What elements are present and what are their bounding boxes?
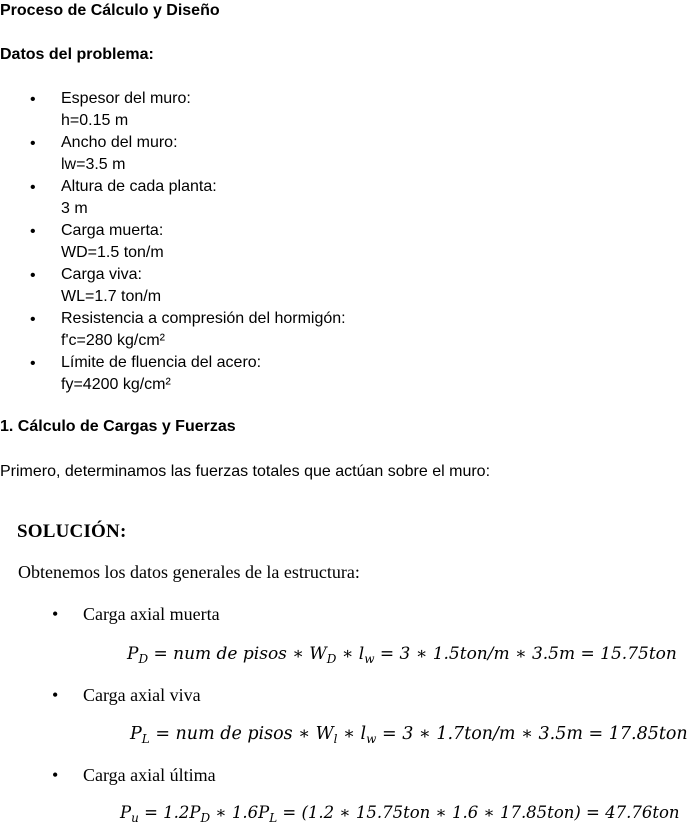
solucion-item-ultima [52, 765, 216, 786]
datos-list [0, 88, 660, 396]
eq-result: = 3 ∗ 1.7ton/m ∗ 3.5m = 17.85ton [376, 724, 688, 744]
solucion-intro: Obtenemos los datos generales de la estructura: [18, 562, 360, 582]
eq-rest-sub: D [200, 811, 211, 825]
bullet-icon: • [30, 135, 36, 152]
eq-var: P [127, 644, 139, 664]
eq-tail-sub: w [366, 732, 377, 746]
eq-sub: L [141, 732, 150, 746]
eq-result: = 3 ∗ 1.5ton/m ∗ 3.5m = 15.75ton [374, 644, 677, 664]
eq-var: P [130, 724, 142, 744]
section-heading-datos: Datos del problema: [0, 46, 154, 63]
bullet-icon: • [30, 355, 36, 372]
dato-label: Límite de fluencia del acero: [61, 354, 262, 371]
bullet-icon: • [52, 765, 59, 785]
dato-label: Carga muerta: [61, 222, 164, 239]
bullet-icon: • [30, 311, 36, 328]
page-title: Proceso de Cálculo y Diseño [0, 2, 220, 19]
list-item [0, 264, 660, 308]
dato-label: Altura de cada planta: [61, 178, 217, 195]
dato-label: Carga viva: [61, 266, 142, 283]
item-label: Carga axial última [83, 765, 216, 785]
dato-value: WD=1.5 ton/m [61, 244, 164, 261]
eq-tail: ∗ l [337, 724, 367, 744]
item-label: Carga axial viva [83, 685, 201, 705]
eq-result: = (1.2 ∗ 15.75ton ∗ 1.6 ∗ 17.85ton) = 47.76ton [277, 803, 680, 822]
dato-label: Resistencia a compresión del hormigón: [61, 310, 346, 327]
dato-value: fy=4200 kg/cm² [61, 376, 171, 393]
eq-var: P [120, 803, 132, 822]
dato-label: Espesor del muro: [61, 90, 191, 107]
eq-sub: D [138, 652, 149, 666]
dato-value: h=0.15 m [61, 112, 129, 129]
eq-tail-sub: w [364, 652, 375, 666]
list-item [0, 308, 660, 352]
bullet-icon: • [30, 223, 36, 240]
eq-rest: = num de pisos ∗ W [148, 644, 327, 664]
dato-label: Ancho del muro: [61, 134, 178, 151]
dato-value: WL=1.7 ton/m [61, 288, 162, 305]
dato-value: lw=3.5 m [61, 156, 126, 173]
section-heading-calculo: 1. Cálculo de Cargas y Fuerzas [0, 418, 236, 435]
solucion-item-muerta [52, 604, 220, 625]
bullet-icon: • [30, 91, 36, 108]
list-item [0, 132, 660, 176]
item-label: Carga axial muerta [83, 604, 220, 624]
solucion-item-viva [52, 685, 201, 706]
eq-rest-sub: D [326, 652, 337, 666]
eq-rest-sub: l [333, 732, 338, 746]
bullet-icon: • [30, 267, 36, 284]
equation-pl [130, 724, 688, 746]
section-intro: Primero, determinamos las fuerzas totales que actúan sobre el muro: [0, 463, 491, 480]
eq-tail: ∗ 1.6P [210, 803, 270, 822]
equation-pd [127, 644, 677, 666]
dato-value: 3 m [61, 200, 88, 217]
bullet-icon: • [52, 685, 59, 705]
dato-value: f'c=280 kg/cm² [61, 332, 165, 349]
bullet-icon: • [52, 604, 59, 624]
eq-tail: ∗ l [336, 644, 365, 664]
bullet-icon: • [30, 179, 36, 196]
solucion-title: SOLUCIÓN: [17, 521, 127, 542]
eq-tail-sub: L [269, 811, 278, 825]
equation-pu [120, 803, 680, 825]
list-item [0, 88, 660, 132]
eq-rest: = num de pisos ∗ W [149, 724, 334, 744]
eq-sub: u [131, 811, 139, 825]
list-item [0, 176, 660, 220]
eq-rest: = 1.2P [138, 803, 201, 822]
list-item [0, 352, 660, 396]
list-item [0, 220, 660, 264]
